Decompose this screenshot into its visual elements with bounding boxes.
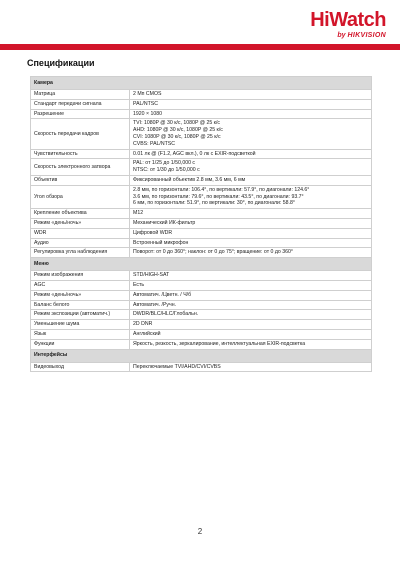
spec-label: Режим экспозиции (автоматич.) [31, 310, 130, 320]
spec-value [130, 290, 372, 300]
spec-value [130, 320, 372, 330]
spec-row [31, 119, 372, 149]
spec-row [31, 209, 372, 219]
spec-label: Угол обзора [31, 185, 130, 208]
spec-value [130, 119, 372, 149]
spec-row [31, 175, 372, 185]
spec-value-line: DWDR/BLC/HLC/Глобальн. [133, 311, 199, 318]
spec-value-line: Автоматич. /Цветн. / Ч/б [133, 291, 192, 298]
spec-value-line: 6 мм, по горизонтали: 51.9°, по вертикали: 30°, по диагонали: 58.8° [133, 200, 295, 207]
spec-row [31, 149, 372, 159]
spec-row [31, 300, 372, 310]
spec-label: Функции [31, 339, 130, 349]
spec-value [130, 218, 372, 228]
spec-label: Режим «день/ночь» [31, 290, 130, 300]
spec-row [31, 329, 372, 339]
spec-label: Чувствительность [31, 149, 130, 159]
spec-row [31, 90, 372, 100]
section-header: Камера [31, 77, 372, 90]
spec-label: Объектив [31, 175, 130, 185]
spec-table [30, 76, 372, 372]
spec-value-line: Цифровой WDR [133, 229, 173, 236]
spec-value-line: Поворот: от 0 до 360°; наклон: от 0 до 75°; вращение: от 0 до 360° [133, 249, 293, 256]
spec-value-line: Автоматич. /Ручн. [133, 301, 177, 308]
spec-value-line: 2D DNR [133, 321, 153, 328]
spec-value-line: CVBS: PAL/NTSC [133, 140, 175, 147]
logo-hi: Hi [310, 9, 330, 31]
spec-label: Язык [31, 329, 130, 339]
spec-row [31, 362, 372, 372]
spec-value [130, 248, 372, 258]
spec-row [31, 228, 372, 238]
spec-label: Разрешение [31, 109, 130, 119]
spec-value-line: 2.8 мм, по горизонтали: 106.4°, по вертикали: 57.9°, по диагонали: 124.6° [133, 186, 310, 193]
spec-value [130, 280, 372, 290]
spec-value [130, 175, 372, 185]
spec-row [31, 99, 372, 109]
spec-value [130, 310, 372, 320]
spec-label: WDR [31, 228, 130, 238]
spec-value [130, 99, 372, 109]
logo-by: by [337, 32, 348, 39]
spec-value [130, 238, 372, 248]
spec-value [130, 228, 372, 238]
logo-watch: Watch [329, 9, 386, 31]
spec-row [31, 271, 372, 281]
spec-value-line: Яркость, резкость, зеркалирование, интеллектуальная EXIR-подсветка [133, 340, 306, 347]
logo-byline [310, 31, 386, 40]
spec-value-line: Есть [133, 281, 145, 288]
spec-value-line: Встроенный микрофон [133, 239, 189, 246]
spec-value-line: TVI: 1080P @ 30 к/с, 1080P @ 25 к/с [133, 120, 220, 127]
spec-value-line: 3.6 мм, по горизонтали: 79.6°, по вертикали: 43.5°, по диагонали: 93.7° [133, 193, 304, 200]
spec-row [31, 238, 372, 248]
page-title: Спецификации [27, 58, 95, 68]
spec-value-line: PAL: от 1/25 до 1/50,000 с [133, 160, 196, 167]
spec-label: Стандарт передачи сигнала [31, 99, 130, 109]
spec-value-line: 2 Мп CMOS [133, 91, 162, 97]
spec-value [130, 159, 372, 176]
spec-value-line: NTSC: от 1/30 до 1/50,000 с [133, 167, 200, 174]
spec-row [31, 248, 372, 258]
spec-value [130, 209, 372, 219]
spec-value-line: Механический ИК-фильтр [133, 219, 196, 226]
spec-value-line: 0.01 лк @ (F1.2, AGC вкл.), 0 лк с EXIR-подсветкой [133, 150, 256, 157]
spec-row [31, 280, 372, 290]
spec-row [31, 109, 372, 119]
spec-label: Регулировка угла наблюдения [31, 248, 130, 258]
logo-wordmark [310, 10, 386, 30]
page-number: 2 [197, 527, 203, 536]
spec-value-line: STD/HIGH-SAT [133, 272, 170, 279]
spec-value [130, 109, 372, 119]
spec-value-line: Фиксированный объектив 2.8 мм, 3.6 мм, 6 мм [133, 176, 246, 183]
spec-label: Скорость электронного затвора [31, 159, 130, 176]
spec-row [31, 320, 372, 330]
section-header: Меню [31, 258, 372, 271]
spec-row [31, 185, 372, 208]
spec-label: Видеовыход [31, 362, 130, 372]
spec-row [31, 290, 372, 300]
logo-brand: HIKVISION [347, 32, 386, 39]
spec-value [130, 149, 372, 159]
spec-label: Баланс белого [31, 300, 130, 310]
spec-value [130, 329, 372, 339]
spec-value-line: AHD: 1080P @ 30 к/с, 1080P @ 25 к/с [133, 127, 223, 134]
spec-row [31, 339, 372, 349]
spec-value-line: Английский [133, 330, 161, 337]
spec-value-line: Переключаемые TVI/AHD/CVI/CVBS [133, 363, 221, 370]
spec-value [130, 185, 372, 208]
spec-value [130, 271, 372, 281]
spec-label: Режим «день/ночь» [31, 218, 130, 228]
hiwatch-logo [310, 10, 386, 40]
spec-value [130, 90, 372, 100]
section-header-row [31, 258, 372, 271]
spec-label: Крепление объектива [31, 209, 130, 219]
spec-label: Уменьшение шума [31, 320, 130, 330]
spec-value [130, 339, 372, 349]
spec-label: Аудио [31, 238, 130, 248]
spec-label: Скорость передачи кадров [31, 119, 130, 149]
spec-value-line: 1920 × 1080 [133, 110, 162, 117]
spec-row [31, 159, 372, 176]
spec-label: Матрица [31, 90, 130, 100]
section-header: Интерфейсы [31, 349, 372, 362]
spec-value-line: M12 [133, 210, 144, 217]
spec-label: Режим изображения [31, 271, 130, 281]
spec-value [130, 362, 372, 372]
section-header-row [31, 77, 372, 90]
header-red-bar [0, 44, 400, 50]
section-header-row [31, 349, 372, 362]
spec-label: AGC [31, 280, 130, 290]
spec-value-line: PAL/NTSC [133, 100, 158, 107]
spec-row [31, 218, 372, 228]
spec-value-line: CVI: 1080P @ 30 к/с, 1080P @ 25 к/с [133, 133, 221, 140]
spec-row [31, 310, 372, 320]
spec-value [130, 300, 372, 310]
